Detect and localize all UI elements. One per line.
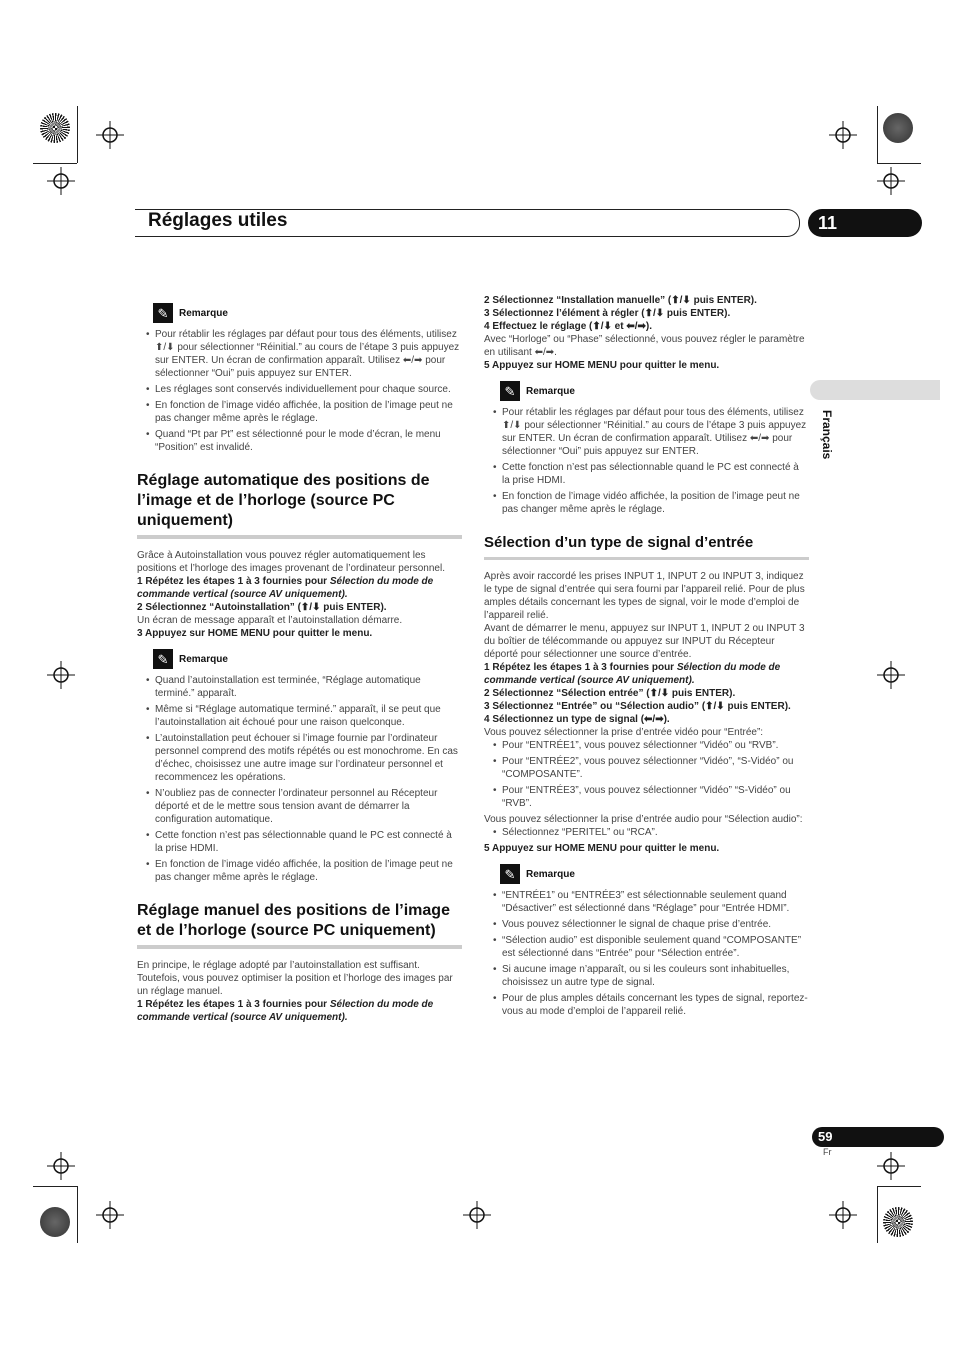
trim-line: [77, 1186, 78, 1243]
bullet-list: [484, 739, 809, 810]
starburst-icon: [883, 1207, 913, 1237]
starburst-icon: [883, 113, 913, 143]
crosshair-icon: [463, 1201, 491, 1229]
list-item: • “Sélection audio” est disponible seulement quand “COMPOSANTE” est sélectionné dans “Entrée” pour “Sélection entrée”.: [502, 934, 809, 960]
list-item: • Si aucune image n’apparaît, ou si les couleurs sont inhabituelles, choisissez un autre type de signal.: [502, 963, 809, 989]
note-list: [137, 674, 462, 884]
chapter-number: 11: [808, 209, 922, 237]
paragraph: Grâce à Autoinstallation vous pouvez régler automatiquement les positions et l’horloge des images provenant de l’ordinateur personnel.: [137, 550, 445, 574]
list-item: • Pour de plus amples détails concernant les types de signal, reportez-vous au mode d’emploi de l’appareil relié.: [502, 992, 809, 1018]
crosshair-icon: [877, 1152, 905, 1180]
language-tab: [810, 380, 940, 400]
section-heading: Sélection d’un type de signal d’entrée: [484, 533, 809, 560]
step: 3 Sélectionnez “Entrée” ou “Sélection audio” (⬆/⬇ puis ENTER).: [484, 701, 791, 712]
paragraph: En principe, le réglage adopté par l’autoinstallation est suffisant. Toutefois, vous pouvez optimiser la position et l’horloge des images par un réglage manuel.: [137, 960, 453, 997]
list-item: • Pour “ENTRÉE2”, vous pouvez sélectionner “Vidéo”, “S-Vidéo” ou “COMPOSANTE”.: [502, 755, 809, 781]
page-number: 59: [812, 1127, 944, 1147]
bullet-list: [484, 826, 809, 839]
trim-line: [877, 1186, 921, 1187]
trim-line: [877, 1186, 878, 1243]
list-item: • Pour rétablir les réglages par défaut pour tous des éléments, utilisez ⬆/⬇ pour sélectionner “Réinitial.” au cours de l’étape 3 puis appuyez sur ENTER. Un écran de confirmation apparaît. Utilisez ⬅/➡ pour sélectionner “Oui” puis appuyez sur ENTER.: [502, 406, 809, 458]
paragraph: Avec “Horloge” ou “Phase” sélectionné, vous pouvez régler le paramètre en utilisant ⬅/➡.: [484, 334, 805, 358]
step: 4 Sélectionnez un type de signal (⬅/➡).: [484, 714, 670, 725]
pencil-icon: ✎: [500, 381, 520, 401]
crosshair-icon: [47, 167, 75, 195]
note-header: [500, 863, 809, 885]
section-heading: Réglage automatique des positions de l’image et de l’horloge (source PC uniquement): [137, 471, 462, 539]
list-item: • Cette fonction n’est pas sélectionnable quand le PC est connecté à la prise HDMI.: [502, 461, 809, 487]
starburst-icon: [40, 1207, 70, 1237]
list-item: • Vous pouvez sélectionner le signal de chaque prise d’entrée.: [502, 918, 809, 931]
right-column: [484, 294, 809, 1021]
list-item: • En fonction de l’image vidéo affichée, la position de l’image peut ne pas changer même après le réglage.: [155, 399, 462, 425]
step: 2 Sélectionnez “Installation manuelle” (⬆/⬇ puis ENTER).: [484, 295, 757, 306]
step: 4 Effectuez le réglage (⬆/⬇ et ⬅/➡).: [484, 321, 652, 332]
list-item: • Sélectionnez “PERITEL” ou “RCA”.: [502, 826, 809, 839]
step: 5 Appuyez sur HOME MENU pour quitter le menu.: [484, 843, 720, 854]
crosshair-icon: [47, 1152, 75, 1180]
crosshair-icon: [47, 661, 75, 689]
list-item: • “ENTRÉE1” ou “ENTRÉE3” est sélectionnable seulement quand “Désactiver” est sélectionné dans “Réglage” pour “Entrée HDMI”.: [502, 889, 809, 915]
pencil-icon: ✎: [500, 864, 520, 884]
note-header: [153, 648, 462, 670]
pencil-icon: ✎: [153, 649, 173, 669]
note-list: [484, 889, 809, 1018]
list-item: • Même si “Réglage automatique terminé.” apparaît, il se peut que l’autoinstallation ait échoué pour une raison quelconque.: [155, 703, 462, 729]
trim-line: [33, 1186, 77, 1187]
trim-line: [877, 163, 921, 164]
note-header: [500, 380, 809, 402]
step: 1 Répétez les étapes 1 à 3 fournies pour Sélection du mode de commande vertical (source AV uniquement).: [137, 576, 434, 600]
crosshair-icon: [96, 121, 124, 149]
note-label: Remarque: [179, 307, 228, 319]
list-item: • L’autoinstallation peut échouer si l’image fournie par l’ordinateur personnel comprend des motifs répétés ou est monochrome. En cas d’échec, choisissez une autre image sur l’ordinateur personnel et recommencez les opérations.: [155, 732, 462, 784]
trim-line: [33, 163, 77, 164]
crosshair-icon: [829, 1201, 857, 1229]
paragraph: Un écran de message apparaît et l’autoinstallation démarre.: [137, 615, 403, 626]
list-item: • En fonction de l’image vidéo affichée, la position de l’image peut ne pas changer même après le réglage.: [502, 490, 809, 516]
starburst-icon: [40, 113, 70, 143]
language-label-box: [808, 410, 848, 470]
list-item: • Pour “ENTRÉE1”, vous pouvez sélectionner “Vidéo” ou “RVB”.: [502, 739, 809, 752]
language-code: Fr: [823, 1147, 832, 1157]
section-heading: Réglage manuel des positions de l’image et de l’horloge (source PC uniquement): [137, 901, 462, 949]
list-item: • Quand “Pt par Pt” est sélectionné pour le mode d’écran, le menu “Position” est invalidé.: [155, 428, 462, 454]
list-item: • Quand l’autoinstallation est terminée, “Réglage automatique terminé.” apparaît.: [155, 674, 462, 700]
note-label: Remarque: [526, 385, 575, 397]
note-label: Remarque: [179, 653, 228, 665]
paragraph: Vous pouvez sélectionner la prise d’entrée audio pour “Sélection audio”:: [484, 814, 803, 825]
crosshair-icon: [877, 661, 905, 689]
list-item: • N’oubliez pas de connecter l’ordinateur personnel au Récepteur déporté et de le mettre sous tension avant de démarrer la configuration automatique.: [155, 787, 462, 826]
list-item: • Pour “ENTRÉE3”, vous pouvez sélectionner “Vidéo” “S-Vidéo” ou “RVB”.: [502, 784, 809, 810]
paragraph: Vous pouvez sélectionner la prise d’entrée vidéo pour “Entrée”:: [484, 727, 764, 738]
trim-line: [877, 106, 878, 163]
list-item: • En fonction de l’image vidéo affichée, la position de l’image peut ne pas changer même après le réglage.: [155, 858, 462, 884]
step: 3 Appuyez sur HOME MENU pour quitter le menu.: [137, 628, 373, 639]
note-label: Remarque: [526, 868, 575, 880]
step: 5 Appuyez sur HOME MENU pour quitter le menu.: [484, 360, 720, 371]
list-item: • Cette fonction n’est pas sélectionnable quand le PC est connecté à la prise HDMI.: [155, 829, 462, 855]
step: 2 Sélectionnez “Sélection entrée” (⬆/⬇ puis ENTER).: [484, 688, 736, 699]
step: 3 Sélectionnez l’élément à régler (⬆/⬇ puis ENTER).: [484, 308, 731, 319]
pencil-icon: ✎: [153, 303, 173, 323]
language-label: Français: [820, 410, 834, 460]
list-item: • Pour rétablir les réglages par défaut pour tous des éléments, utilisez ⬆/⬇ pour sélectionner “Réinitial.” au cours de l’étape 3 puis appuyez sur ENTER. Un écran de confirmation apparaît. Utilisez ⬅/➡ pour sélectionner “Oui” puis appuyez sur ENTER.: [155, 328, 462, 380]
trim-line: [77, 106, 78, 163]
note-header: [153, 302, 462, 324]
page-title: Réglages utiles: [148, 210, 288, 231]
left-column: [137, 302, 462, 1024]
note-list: [137, 328, 462, 454]
step: 1 Répétez les étapes 1 à 3 fournies pour Sélection du mode de commande vertical (source AV uniquement).: [137, 999, 434, 1023]
paragraph: Avant de démarrer le menu, appuyez sur INPUT 1, INPUT 2 ou INPUT 3 du boîtier de télécommande ou appuyez sur INPUT du Récepteur déporté pour sélectionner une source d’entrée.: [484, 623, 805, 660]
paragraph: Après avoir raccordé les prises INPUT 1, INPUT 2 ou INPUT 3, indiquez le type de signal d’entrée qui sera fourni par l’appareil relié. Pour de plus amples détails concernant les types de signal, voir le mode d’emploi de l’appareil relié.: [484, 571, 805, 621]
crosshair-icon: [877, 167, 905, 195]
note-list: [484, 406, 809, 516]
list-item: • Les réglages sont conservés individuellement pour chaque source.: [155, 383, 462, 396]
crosshair-icon: [96, 1201, 124, 1229]
step: 2 Sélectionnez “Autoinstallation” (⬆/⬇ puis ENTER).: [137, 602, 387, 613]
step: 1 Répétez les étapes 1 à 3 fournies pour Sélection du mode de commande vertical (source AV uniquement).: [484, 662, 781, 686]
crosshair-icon: [829, 121, 857, 149]
